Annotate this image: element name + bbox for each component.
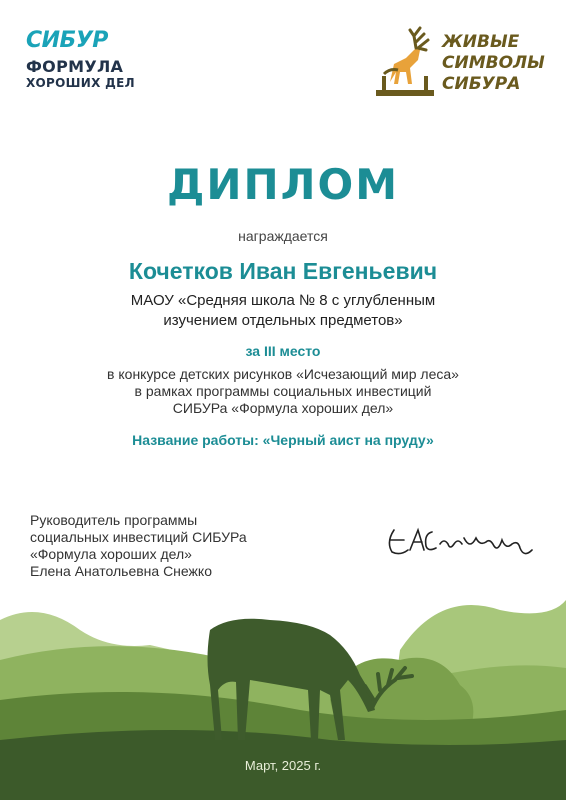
signature — [380, 520, 540, 564]
leader-line4: Елена Анатольевна Снежко — [30, 563, 212, 579]
contest-line1: в конкурсе детских рисунков «Исчезающий мир леса» — [107, 366, 459, 382]
sibur-formula-logo — [26, 30, 146, 90]
leader-block — [30, 512, 247, 580]
issue-date: Март, 2025 г. — [244, 758, 322, 773]
formula-logo-line1: ФОРМУЛА — [26, 57, 124, 76]
deer-icon — [370, 24, 440, 100]
work-title: Название работы: «Черный аист на пруду» — [132, 432, 434, 448]
school-line1: МАОУ «Средняя школа № 8 с углубленным — [130, 292, 436, 309]
sibur-logo: СИБУР — [26, 28, 108, 53]
school-name — [0, 291, 566, 331]
leader-line3: «Формула хороших дел» — [30, 546, 192, 562]
symbols-line2: СИМВОЛЫ — [442, 53, 545, 73]
diploma-title: ДИПЛОМ — [166, 160, 400, 209]
zhivye-simvoly-logo — [370, 24, 550, 100]
symbols-line1: ЖИВЫЕ — [442, 32, 520, 52]
contest-text — [0, 366, 566, 417]
contest-line2: в рамках программы социальных инвестиций — [134, 383, 432, 399]
recipient-name: Кочетков Иван Евгеньевич — [128, 258, 438, 284]
symbols-line3: СИБУРА — [442, 74, 521, 94]
school-line2: изучением отдельных предметов» — [163, 312, 403, 329]
leader-line1: Руководитель программы — [30, 512, 198, 528]
leader-line2: социальных инвестиций СИБУРа — [30, 529, 247, 545]
formula-logo-line2: ХОРОШИХ ДЕЛ — [26, 76, 135, 90]
awarded-text: награждается — [238, 228, 328, 244]
contest-line3: СИБУРа «Формула хороших дел» — [172, 400, 394, 416]
symbols-logo-text — [442, 32, 545, 95]
place-text: за III место — [245, 343, 321, 359]
